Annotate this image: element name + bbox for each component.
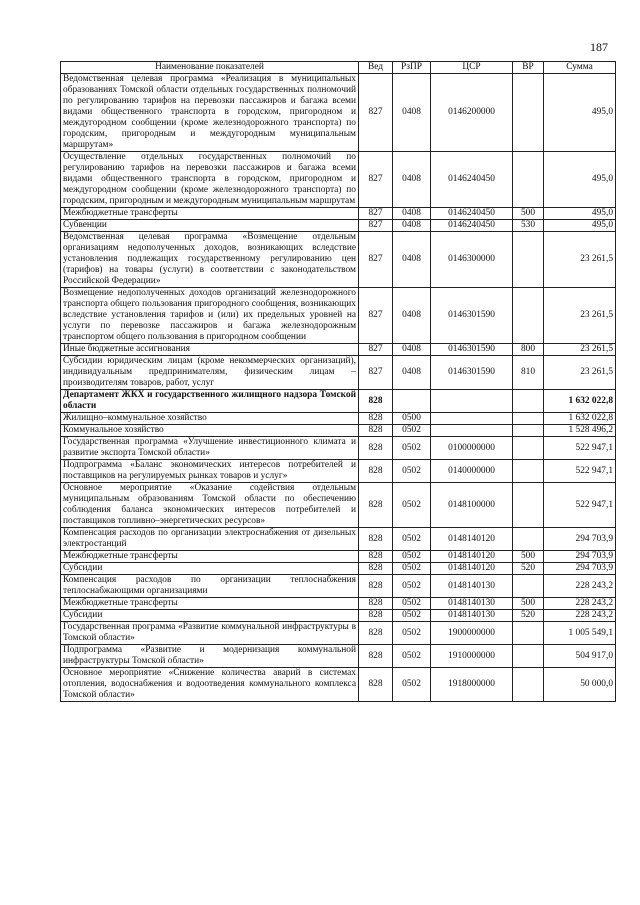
cell-rzpr: 0502 bbox=[393, 598, 431, 610]
cell-name: Компенсация расходов по организации теплоснабжения теплоснабжающими организациями bbox=[61, 575, 359, 598]
cell-name: Субсидии bbox=[61, 563, 359, 575]
cell-name: Возмещение недополученных доходов организаций железнодорожного транспорта общего пользования пригородного сообщения, возникающих вследствие установления тарифов и (или) их предельных уровней на услуги по перевозке пассажиров и багажа железнодорожным транспортом общего пользования в пригородном сообщении bbox=[61, 288, 359, 344]
header-csr: ЦСР bbox=[431, 62, 513, 74]
cell-ved: 828 bbox=[359, 598, 393, 610]
cell-sum: 23 261,5 bbox=[544, 288, 616, 344]
cell-sum: 294 703,9 bbox=[544, 563, 616, 575]
cell-vr bbox=[513, 425, 544, 437]
cell-rzpr: 0502 bbox=[393, 575, 431, 598]
cell-name: Субсидии юридическим лицам (кроме некоммерческих организаций), индивидуальным предпринимателям, физическим лицам – производителям товаров, работ, услуг bbox=[61, 356, 359, 390]
cell-name: Межбюджетные трансферты bbox=[61, 598, 359, 610]
cell-name: Межбюджетные трансферты bbox=[61, 551, 359, 563]
cell-name: Ведомственная целевая программа «Возмещение отдельным организациям недополученных доходов, возникающих вследствие установления подлежащих государственному регулированию цен (тарифов) на товары (услуги) в соответствии с законодательством Российской Федерации» bbox=[61, 232, 359, 288]
cell-ved: 828 bbox=[359, 437, 393, 460]
cell-vr: 500 bbox=[513, 598, 544, 610]
cell-rzpr: 0502 bbox=[393, 668, 431, 702]
cell-ved: 827 bbox=[359, 152, 393, 208]
cell-ved: 828 bbox=[359, 390, 393, 413]
cell-csr: 1900000000 bbox=[431, 622, 513, 645]
cell-csr: 1918000000 bbox=[431, 668, 513, 702]
table-row bbox=[61, 551, 616, 563]
cell-rzpr: 0502 bbox=[393, 460, 431, 483]
header-rzpr: РзПР bbox=[393, 62, 431, 74]
cell-vr bbox=[513, 645, 544, 668]
table-row bbox=[61, 152, 616, 208]
cell-ved: 828 bbox=[359, 575, 393, 598]
cell-name: Подпрограмма «Баланс экономических интересов потребителей и поставщиков на регулируемых рынках товаров и услуг» bbox=[61, 460, 359, 483]
cell-rzpr: 0502 bbox=[393, 528, 431, 551]
cell-csr bbox=[431, 425, 513, 437]
cell-vr bbox=[513, 528, 544, 551]
cell-sum: 23 261,5 bbox=[544, 232, 616, 288]
cell-ved: 827 bbox=[359, 208, 393, 220]
cell-vr: 500 bbox=[513, 551, 544, 563]
cell-rzpr: 0502 bbox=[393, 425, 431, 437]
cell-ved: 827 bbox=[359, 344, 393, 356]
cell-name: Межбюджетные трансферты bbox=[61, 208, 359, 220]
cell-sum: 1 632 022,8 bbox=[544, 413, 616, 425]
cell-csr bbox=[431, 390, 513, 413]
cell-csr: 0146301590 bbox=[431, 288, 513, 344]
cell-sum: 522 947,1 bbox=[544, 483, 616, 528]
cell-ved: 828 bbox=[359, 668, 393, 702]
cell-vr: 500 bbox=[513, 208, 544, 220]
cell-csr: 0146240450 bbox=[431, 208, 513, 220]
table-row bbox=[61, 74, 616, 152]
cell-vr bbox=[513, 622, 544, 645]
table-body bbox=[61, 74, 616, 702]
cell-sum: 504 917,0 bbox=[544, 645, 616, 668]
cell-csr: 0146240450 bbox=[431, 220, 513, 232]
cell-csr: 0148140130 bbox=[431, 610, 513, 622]
cell-rzpr: 0502 bbox=[393, 483, 431, 528]
cell-ved: 828 bbox=[359, 622, 393, 645]
cell-csr: 0146300000 bbox=[431, 232, 513, 288]
cell-vr bbox=[513, 413, 544, 425]
cell-csr: 0146240450 bbox=[431, 152, 513, 208]
cell-sum: 228 243,2 bbox=[544, 610, 616, 622]
cell-name: Государственная программа «Улучшение инвестиционного климата и развитие экспорта Томской области» bbox=[61, 437, 359, 460]
cell-csr: 0146301590 bbox=[431, 344, 513, 356]
cell-csr: 0148140130 bbox=[431, 575, 513, 598]
cell-sum: 522 947,1 bbox=[544, 437, 616, 460]
cell-csr: 1910000000 bbox=[431, 645, 513, 668]
cell-vr bbox=[513, 483, 544, 528]
header-ved: Вед bbox=[359, 62, 393, 74]
cell-name: Иные бюджетные ассигнования bbox=[61, 344, 359, 356]
cell-vr bbox=[513, 152, 544, 208]
cell-ved: 828 bbox=[359, 645, 393, 668]
cell-rzpr: 0408 bbox=[393, 152, 431, 208]
cell-ved: 827 bbox=[359, 232, 393, 288]
cell-name: Осуществление отдельных государственных полномочий по регулированию тарифов на перевозки пассажиров и багажа всеми видами общественного транспорта в городском, пригородном и междугородном сообщении (кроме железнодорожного транспорта) по городским, пригородным и междугородным муниципальным маршрутам bbox=[61, 152, 359, 208]
header-name: Наименование показателей bbox=[61, 62, 359, 74]
cell-vr bbox=[513, 74, 544, 152]
cell-csr: 0146301590 bbox=[431, 356, 513, 390]
table-row bbox=[61, 563, 616, 575]
cell-rzpr: 0502 bbox=[393, 622, 431, 645]
table-row bbox=[61, 356, 616, 390]
cell-sum: 522 947,1 bbox=[544, 460, 616, 483]
cell-csr: 0148140120 bbox=[431, 563, 513, 575]
cell-name: Ведомственная целевая программа «Реализация в муниципальных образованиях Томской области отдельных государственных полномочий по регулированию тарифов на перевозки пассажиров и багажа всеми видами общественного транспорта в городском, пригородном и междугородном сообщении (кроме железнодорожного транспорта) по городским, пригородным и междугородным муниципальным маршрутам» bbox=[61, 74, 359, 152]
cell-sum: 1 528 496,2 bbox=[544, 425, 616, 437]
cell-vr: 800 bbox=[513, 344, 544, 356]
cell-rzpr: 0502 bbox=[393, 645, 431, 668]
table-header-row bbox=[61, 62, 616, 74]
cell-vr bbox=[513, 668, 544, 702]
cell-vr: 810 bbox=[513, 356, 544, 390]
table-row bbox=[61, 437, 616, 460]
cell-name: Основное мероприятие «Снижение количества аварий в системах отопления, водоснабжения и водоотведения коммунального комплекса Томской области» bbox=[61, 668, 359, 702]
cell-sum: 495,0 bbox=[544, 74, 616, 152]
cell-ved: 828 bbox=[359, 425, 393, 437]
cell-sum: 495,0 bbox=[544, 220, 616, 232]
table-row bbox=[61, 645, 616, 668]
cell-csr: 0148140120 bbox=[431, 551, 513, 563]
table-row bbox=[61, 668, 616, 702]
table-row bbox=[61, 220, 616, 232]
cell-name: Жилищно–коммунальное хозяйство bbox=[61, 413, 359, 425]
cell-sum: 495,0 bbox=[544, 208, 616, 220]
table-row bbox=[61, 208, 616, 220]
table-row bbox=[61, 390, 616, 413]
cell-rzpr bbox=[393, 390, 431, 413]
cell-name: Департамент ЖКХ и государственного жилищного надзора Томской области bbox=[61, 390, 359, 413]
table-row bbox=[61, 413, 616, 425]
cell-ved: 827 bbox=[359, 74, 393, 152]
table-row bbox=[61, 425, 616, 437]
cell-name: Компенсация расходов по организации электроснабжения от дизельных электростанций bbox=[61, 528, 359, 551]
cell-sum: 294 703,9 bbox=[544, 528, 616, 551]
table-row bbox=[61, 575, 616, 598]
table-row bbox=[61, 483, 616, 528]
cell-vr: 530 bbox=[513, 220, 544, 232]
cell-ved: 828 bbox=[359, 483, 393, 528]
cell-ved: 828 bbox=[359, 528, 393, 551]
cell-rzpr: 0502 bbox=[393, 437, 431, 460]
cell-sum: 228 243,2 bbox=[544, 575, 616, 598]
cell-rzpr: 0408 bbox=[393, 288, 431, 344]
cell-rzpr: 0408 bbox=[393, 232, 431, 288]
cell-sum: 23 261,5 bbox=[544, 356, 616, 390]
cell-rzpr: 0408 bbox=[393, 208, 431, 220]
cell-csr: 0140000000 bbox=[431, 460, 513, 483]
cell-ved: 827 bbox=[359, 356, 393, 390]
cell-name: Субсидии bbox=[61, 610, 359, 622]
table-row bbox=[61, 460, 616, 483]
cell-csr: 0100000000 bbox=[431, 437, 513, 460]
cell-ved: 828 bbox=[359, 413, 393, 425]
header-sum: Сумма bbox=[544, 62, 616, 74]
cell-rzpr: 0408 bbox=[393, 74, 431, 152]
table-row bbox=[61, 288, 616, 344]
cell-rzpr: 0502 bbox=[393, 551, 431, 563]
table-row bbox=[61, 610, 616, 622]
cell-rzpr: 0408 bbox=[393, 356, 431, 390]
cell-rzpr: 0502 bbox=[393, 563, 431, 575]
table-row bbox=[61, 598, 616, 610]
cell-name: Основное мероприятие «Оказание содействия отдельным муниципальным образованиям Томской области по обеспечению соблюдения баланса экономических интересов потребителей и поставщиков топливно–энергетических ресурсов» bbox=[61, 483, 359, 528]
table-row bbox=[61, 344, 616, 356]
cell-ved: 827 bbox=[359, 288, 393, 344]
table-row bbox=[61, 232, 616, 288]
cell-vr: 520 bbox=[513, 610, 544, 622]
cell-vr bbox=[513, 437, 544, 460]
cell-vr bbox=[513, 390, 544, 413]
cell-sum: 1 005 549,1 bbox=[544, 622, 616, 645]
cell-ved: 828 bbox=[359, 551, 393, 563]
cell-ved: 828 bbox=[359, 563, 393, 575]
cell-csr: 0148140120 bbox=[431, 528, 513, 551]
cell-sum: 23 261,5 bbox=[544, 344, 616, 356]
cell-vr bbox=[513, 575, 544, 598]
cell-csr: 0148140130 bbox=[431, 598, 513, 610]
cell-rzpr: 0502 bbox=[393, 610, 431, 622]
table-row bbox=[61, 622, 616, 645]
cell-sum: 228 243,2 bbox=[544, 598, 616, 610]
cell-csr bbox=[431, 413, 513, 425]
cell-ved: 828 bbox=[359, 610, 393, 622]
cell-vr: 520 bbox=[513, 563, 544, 575]
budget-table bbox=[60, 61, 616, 702]
cell-name: Коммунальное хозяйство bbox=[61, 425, 359, 437]
cell-sum: 50 000,0 bbox=[544, 668, 616, 702]
cell-vr bbox=[513, 232, 544, 288]
page-number: 187 bbox=[590, 40, 608, 54]
cell-name: Подпрограмма «Развитие и модернизация коммунальной инфраструктуры Томской области» bbox=[61, 645, 359, 668]
cell-csr: 0148100000 bbox=[431, 483, 513, 528]
cell-rzpr: 0408 bbox=[393, 344, 431, 356]
cell-name: Государственная программа «Развитие коммунальной инфраструктуры в Томской области» bbox=[61, 622, 359, 645]
cell-vr bbox=[513, 460, 544, 483]
cell-ved: 827 bbox=[359, 220, 393, 232]
cell-vr bbox=[513, 288, 544, 344]
cell-name: Субвенции bbox=[61, 220, 359, 232]
cell-csr: 0146200000 bbox=[431, 74, 513, 152]
cell-sum: 294 703,9 bbox=[544, 551, 616, 563]
cell-rzpr: 0500 bbox=[393, 413, 431, 425]
header-vr: ВР bbox=[513, 62, 544, 74]
table-row bbox=[61, 528, 616, 551]
cell-rzpr: 0408 bbox=[393, 220, 431, 232]
cell-sum: 1 632 022,8 bbox=[544, 390, 616, 413]
cell-ved: 828 bbox=[359, 460, 393, 483]
cell-sum: 495,0 bbox=[544, 152, 616, 208]
